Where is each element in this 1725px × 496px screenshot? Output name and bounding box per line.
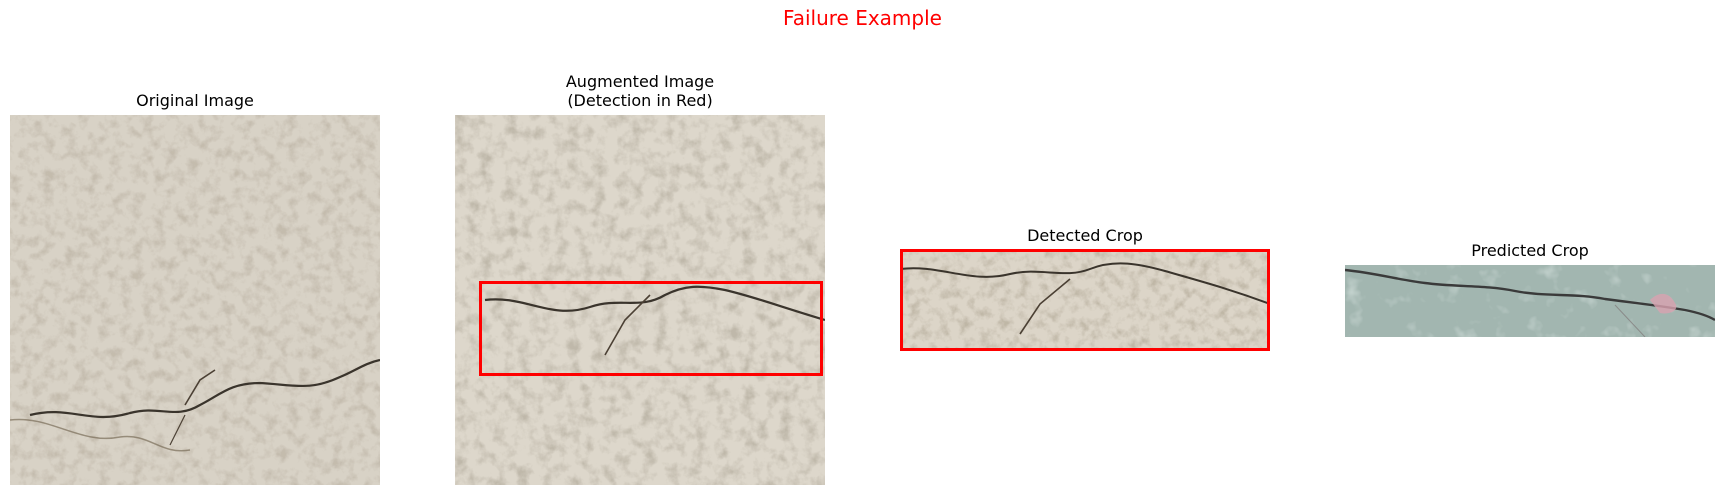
predicted-crop-title: Predicted Crop: [1471, 241, 1589, 260]
figure-title: Failure Example: [783, 6, 942, 30]
augmented-image-title-line2: (Detection in Red): [567, 91, 713, 110]
detected-crop: [900, 249, 1270, 351]
augmented-image-title-line1: Augmented Image: [565, 72, 715, 91]
original-image-title: Original Image: [136, 91, 254, 110]
original-image: [10, 115, 380, 485]
augmented-image: [455, 115, 825, 485]
detected-crop-border: [900, 249, 1270, 351]
detection-box: [479, 281, 823, 376]
predicted-crop: [1345, 265, 1715, 337]
detected-crop-title: Detected Crop: [1027, 226, 1143, 245]
